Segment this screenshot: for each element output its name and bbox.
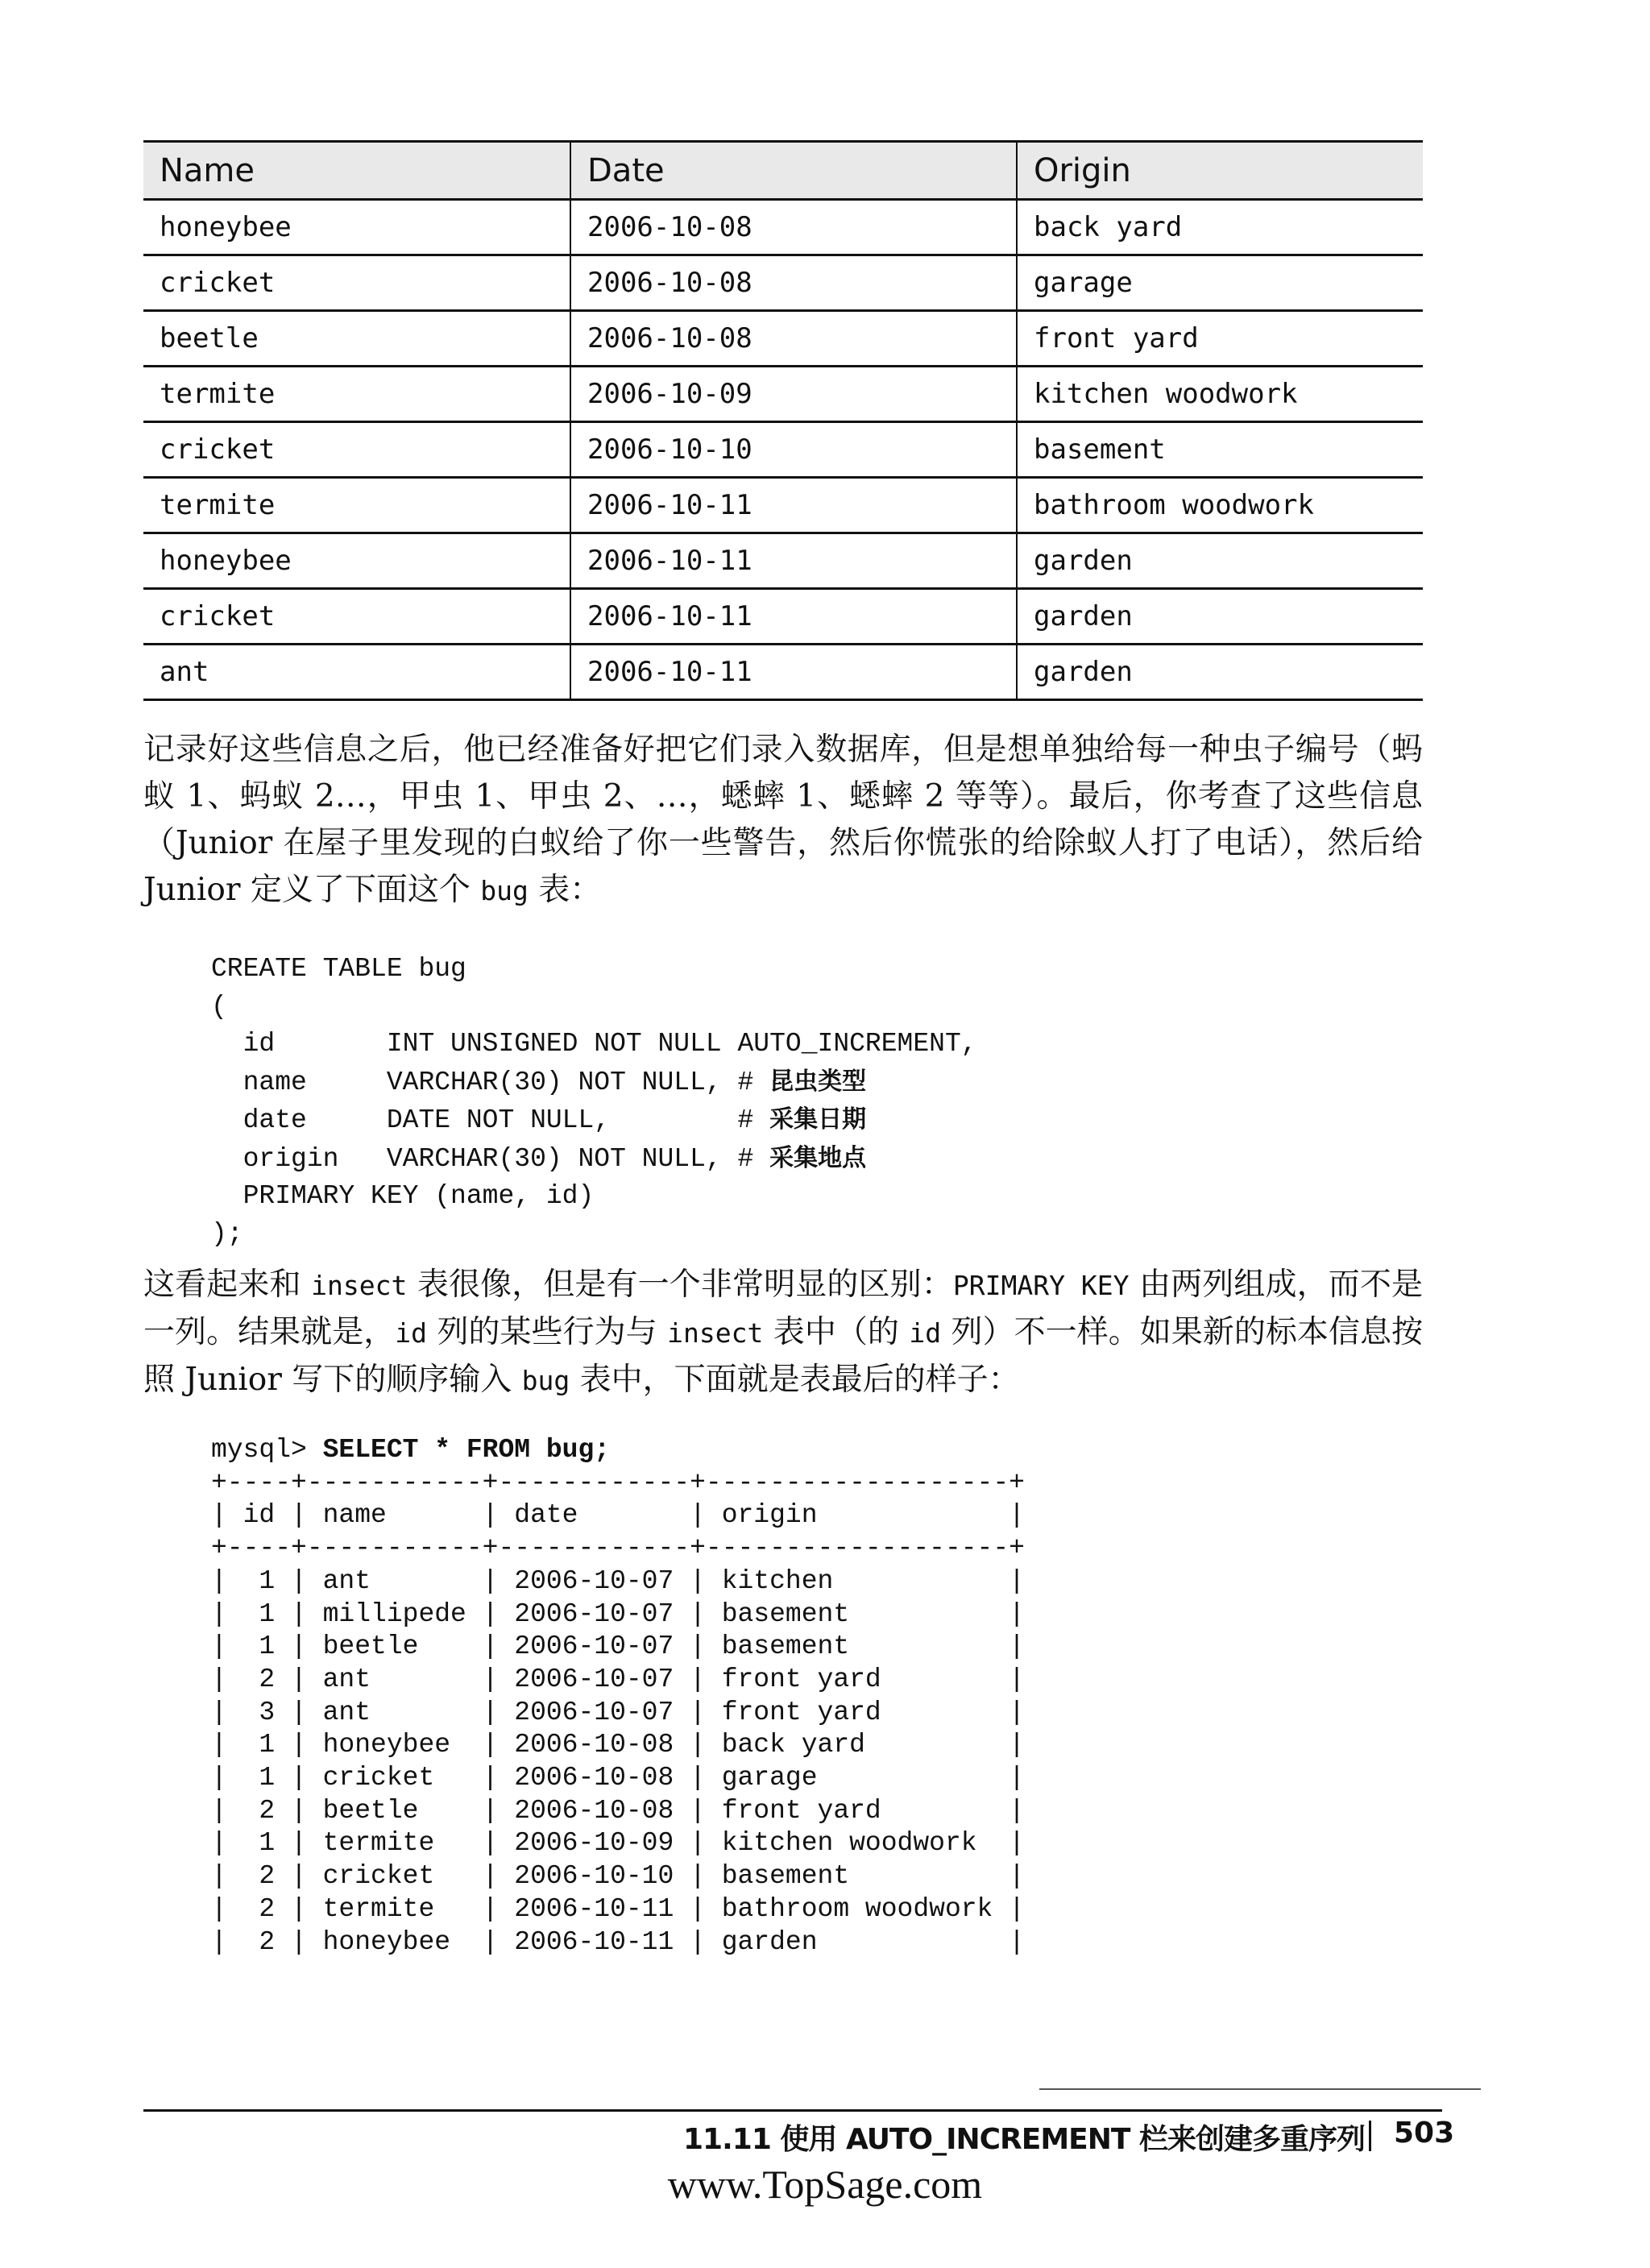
paragraph-intro <box>143 727 1423 914</box>
create-table-code <box>211 951 977 1253</box>
footer-separator <box>1369 2121 1371 2151</box>
table-cell: 2006-10-11 <box>570 478 1017 533</box>
inline-code: insect <box>311 1270 408 1301</box>
paragraph-text: 这看起来和 <box>143 1267 312 1303</box>
column-header-date: Date <box>570 142 1017 200</box>
table-row <box>143 311 1423 367</box>
query-output-code <box>211 1434 1025 1959</box>
table-cell: garden <box>1017 645 1423 700</box>
table-cell: 2006-10-10 <box>570 422 1017 478</box>
code-line: ); <box>211 1218 243 1249</box>
footer-divider <box>143 2109 1442 2112</box>
result-row: | 1 | termite | 2006-10-09 | kitchen woodwork | <box>211 1828 1025 1859</box>
table-cell: 2006-10-11 <box>570 533 1017 589</box>
table-cell: termite <box>143 478 570 533</box>
result-row: | 2 | cricket | 2006-10-10 | basement | <box>211 1861 1025 1892</box>
result-row: | 3 | ant | 2006-10-07 | front yard | <box>211 1697 1025 1727</box>
table-cell: front yard <box>1017 311 1423 367</box>
table-cell: cricket <box>143 422 570 478</box>
table-cell: cricket <box>143 589 570 645</box>
table-row <box>143 367 1423 422</box>
code-line: id INT UNSIGNED NOT NULL AUTO_INCREMENT, <box>211 1029 977 1059</box>
column-header-name: Name <box>143 142 570 200</box>
table-cell: basement <box>1017 422 1423 478</box>
paragraph-text: 由两列组成，而不是一列。结果就是， <box>143 1267 1423 1350</box>
inline-code: id <box>909 1317 942 1349</box>
table-cell: 2006-10-11 <box>570 645 1017 700</box>
table-cell: garage <box>1017 255 1423 311</box>
result-row: | 2 | termite | 2006-10-11 | bathroom woodwork | <box>211 1893 1025 1924</box>
result-header: | id | name | date | origin | <box>211 1500 1025 1531</box>
table-cell: 2006-10-11 <box>570 589 1017 645</box>
paragraph-explanation <box>143 1262 1423 1404</box>
table-border: +----+-----------+------------+-------------------+ <box>211 1467 1025 1498</box>
specimen-table <box>143 140 1423 701</box>
paragraph-text: 表很像，但是有一个非常明显的区别： <box>407 1267 953 1303</box>
footer-divider-short <box>1039 2088 1481 2090</box>
table-row <box>143 589 1423 645</box>
result-row: | 1 | ant | 2006-10-07 | kitchen | <box>211 1565 1025 1596</box>
code-line: PRIMARY KEY (name, id) <box>211 1181 595 1211</box>
table-cell: termite <box>143 367 570 422</box>
inline-code: insect <box>667 1317 764 1349</box>
paragraph-text: 表中（的 <box>763 1314 910 1350</box>
table-border: +----+-----------+------------+-------------------+ <box>211 1533 1025 1564</box>
code-line: CREATE TABLE bug <box>211 954 466 984</box>
table-cell: kitchen woodwork <box>1017 367 1423 422</box>
inline-code: PRIMARY KEY <box>952 1270 1130 1301</box>
result-row: | 2 | beetle | 2006-10-08 | front yard | <box>211 1795 1025 1826</box>
inline-code: bug <box>521 1365 570 1396</box>
column-header-origin: Origin <box>1017 142 1423 200</box>
table-row <box>143 533 1423 589</box>
paragraph-text: 表中，下面就是表最后的样子： <box>570 1362 1020 1398</box>
table-row <box>143 478 1423 533</box>
paragraph-text: 表： <box>528 872 602 908</box>
page-number: 503 <box>1394 2117 1455 2150</box>
website-watermark: www.TopSage.com <box>667 2162 983 2207</box>
table-cell: ant <box>143 645 570 700</box>
code-comment: 采集地点 <box>769 1143 867 1172</box>
code-comment: 昆虫类型 <box>769 1067 867 1096</box>
paragraph-text: 列）不一样。如果新的标本信息按照 Junior 写下的顺序输入 <box>143 1314 1424 1398</box>
paragraph-text: 列的某些行为与 <box>427 1314 668 1350</box>
table-cell: garden <box>1017 589 1423 645</box>
table-row <box>143 422 1423 478</box>
inline-code: id <box>395 1317 428 1349</box>
sql-command: SELECT * FROM bug; <box>322 1435 611 1465</box>
table-cell: cricket <box>143 255 570 311</box>
result-row: | 2 | ant | 2006-10-07 | front yard | <box>211 1664 1025 1694</box>
table-header-row <box>143 142 1423 200</box>
table-cell: 2006-10-09 <box>570 367 1017 422</box>
table-row <box>143 645 1423 700</box>
table-cell: beetle <box>143 311 570 367</box>
table-row <box>143 255 1423 311</box>
table-cell: garden <box>1017 533 1423 589</box>
result-row: | 1 | honeybee | 2006-10-08 | back yard | <box>211 1730 1025 1760</box>
inline-code: bug <box>480 875 529 906</box>
code-line: ( <box>211 991 227 1022</box>
result-row: | 1 | cricket | 2006-10-08 | garage | <box>211 1763 1025 1793</box>
table-cell: 2006-10-08 <box>570 311 1017 367</box>
code-line: origin VARCHAR(30) NOT NULL, # <box>211 1143 770 1174</box>
mysql-prompt: mysql> <box>211 1435 323 1465</box>
table-cell: bathroom woodwork <box>1017 478 1423 533</box>
result-row: | 1 | beetle | 2006-10-07 | basement | <box>211 1632 1025 1662</box>
table-cell: honeybee <box>143 533 570 589</box>
code-line: name VARCHAR(30) NOT NULL, # <box>211 1067 770 1097</box>
code-line: date DATE NOT NULL, # <box>211 1105 770 1135</box>
code-comment: 采集日期 <box>769 1105 867 1134</box>
table-cell: honeybee <box>143 200 570 255</box>
table-row <box>143 200 1423 255</box>
paragraph-text: 记录好这些信息之后，他已经准备好把它们录入数据库，但是想单独给每一种虫子编号（蚂蚁 1、蚂蚁 2…，甲虫 1、甲虫 2、…，蟋蟀 1、蟋蟀 2 等等）。最后，你考查了这些信息（Junior 在屋子里发现的白蚁给了你一些警告，然后你慌张的给除蚁人打了电话），然后给 Junior 定义了下面这个 <box>143 732 1423 908</box>
result-row: | 2 | honeybee | 2006-10-11 | garden | <box>211 1926 1025 1957</box>
table-cell: back yard <box>1017 200 1423 255</box>
table-cell: 2006-10-08 <box>570 200 1017 255</box>
table-cell: 2006-10-08 <box>570 255 1017 311</box>
result-row: | 1 | millipede | 2006-10-07 | basement | <box>211 1598 1025 1629</box>
footer-section-title: 11.11 使用 AUTO_INCREMENT 栏来创建多重序列 <box>683 2123 1365 2156</box>
